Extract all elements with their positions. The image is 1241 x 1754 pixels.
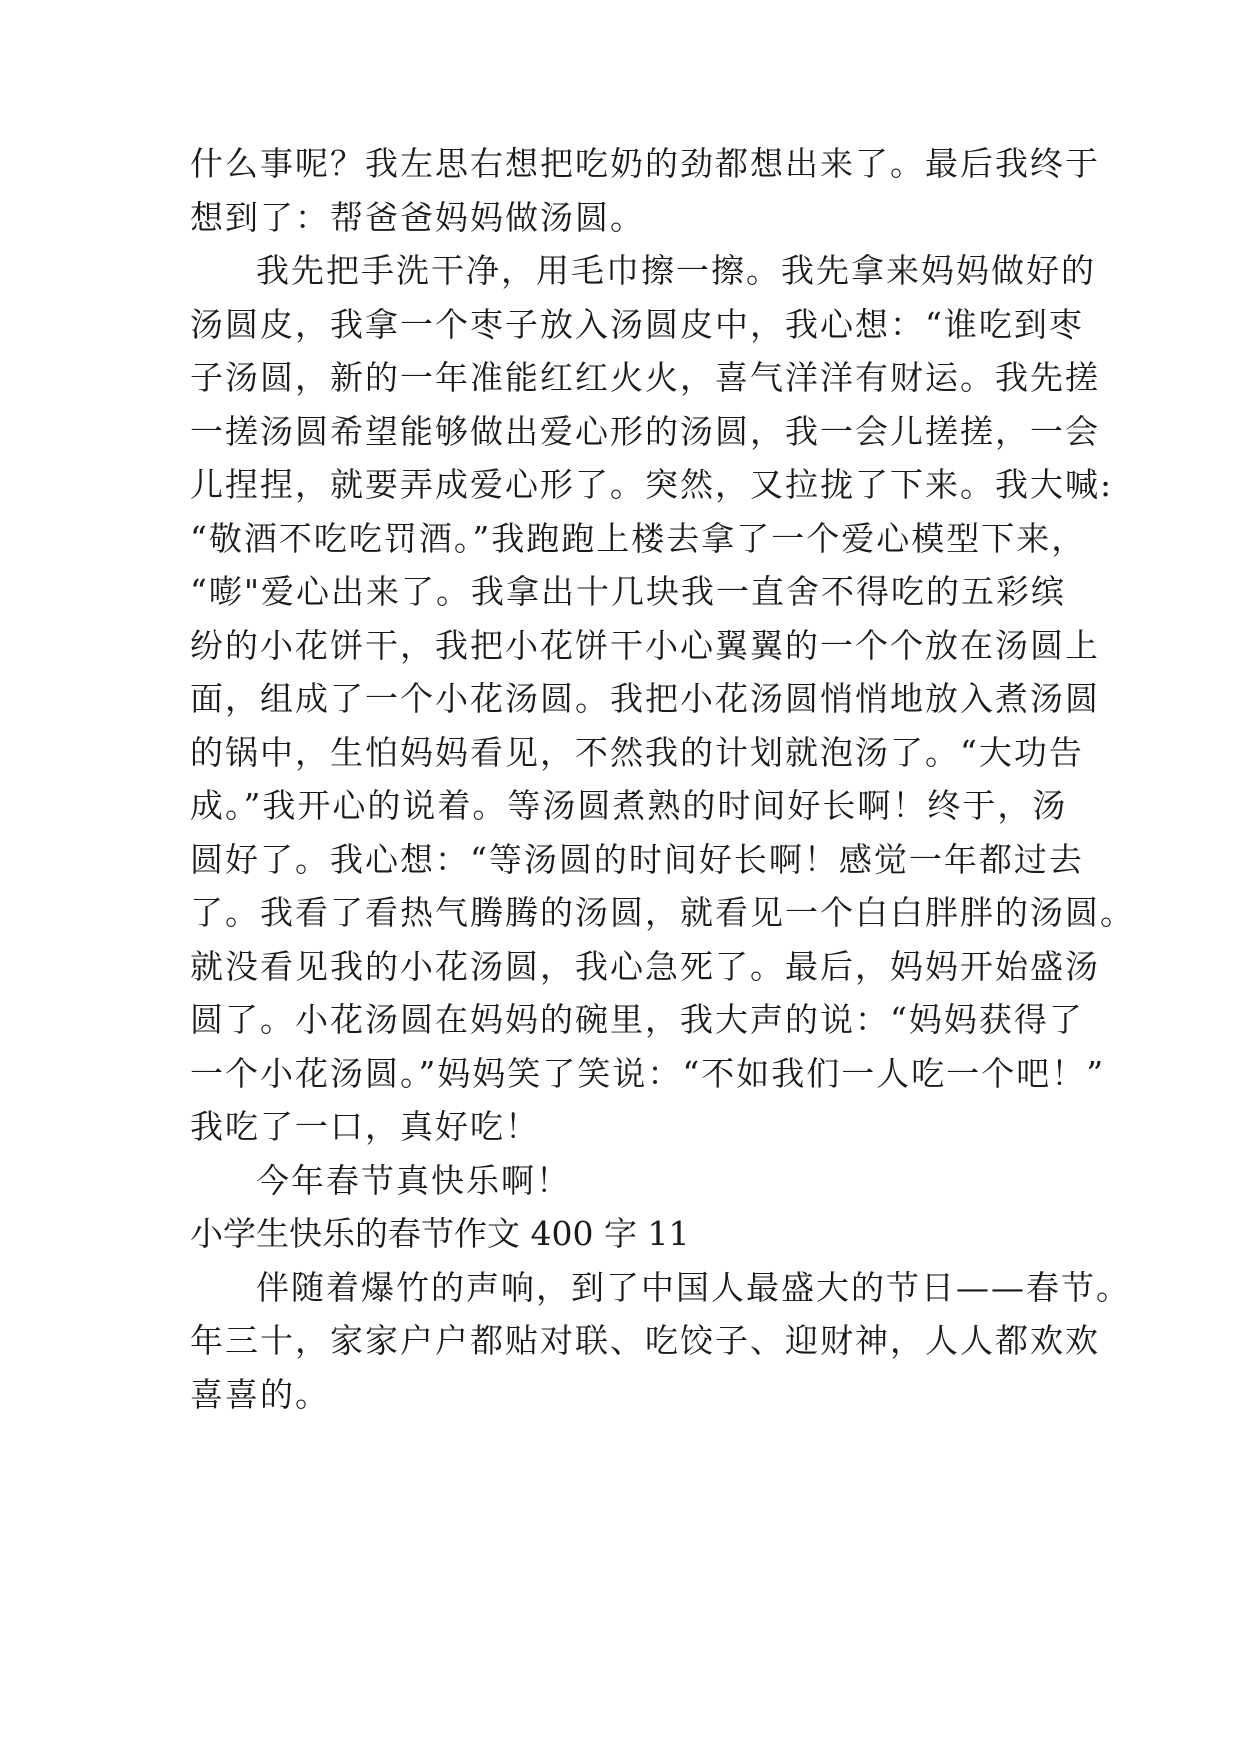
text-line: 想到了：帮爸爸妈妈做汤圆。 — [190, 198, 645, 237]
text-line: 成。”我开心的说着。等汤圆煮熟的时间好长啊！终于，汤 — [190, 786, 1068, 825]
text-line: 我吃了一口，真好吃！ — [190, 1107, 540, 1146]
text-line: 我先把手洗干净，用毛巾擦一擦。我先拿来妈妈做好的 — [256, 251, 1096, 290]
text-line: “嘭"爱心出来了。我拿出十几块我一直舍不得吃的五彩缤 — [190, 572, 1067, 611]
text-line: 就没看见我的小花汤圆，我心急死了。最后，妈妈开始盛汤 — [190, 947, 1100, 986]
text-line: 圆了。小花汤圆在妈妈的碗里，我大声的说：“妈妈获得了 — [190, 1000, 1084, 1039]
text-line: 伴随着爆竹的声响，到了中国人最盛大的节日——春节。 — [256, 1268, 1131, 1307]
text-line: 今年春节真快乐啊！ — [256, 1161, 571, 1200]
text-line: 子汤圆，新的一年准能红红火火，喜气洋洋有财运。我先搓 — [190, 358, 1100, 397]
text-line: 年三十，家家户户都贴对联、吃饺子、迎财神，人人都欢欢 — [190, 1321, 1100, 1360]
text-line: 一搓汤圆希望能够做出爱心形的汤圆，我一会儿搓搓，一会 — [190, 412, 1100, 451]
text-line: 儿捏捏，就要弄成爱心形了。突然，又拉拢了下来。我大喊: — [190, 465, 1114, 504]
text-line: “敬酒不吃吃罚酒。”我跑跑上楼去拿了一个爱心模型下来， — [190, 519, 1087, 558]
text-line: 了。我看了看热气腾腾的汤圆，就看见一个白白胖胖的汤圆。 — [190, 893, 1135, 932]
text-line: 什么事呢？我左思右想把吃奶的劲都想出来了。最后我终于 — [190, 144, 1100, 183]
text-line: 汤圆皮，我拿一个枣子放入汤圆皮中，我心想：“谁吃到枣 — [190, 305, 1084, 344]
section-heading: 小学生快乐的春节作文 400 字 11 — [190, 1214, 690, 1253]
text-line: 的锅中，生怕妈妈看见，不然我的计划就泡汤了。“大功告 — [190, 733, 1084, 772]
text-line: 面，组成了一个小花汤圆。我把小花汤圆悄悄地放入煮汤圆 — [190, 679, 1100, 718]
text-line: 圆好了。我心想：“等汤圆的时间好长啊！感觉一年都过去 — [190, 840, 1084, 879]
text-line: 喜喜的。 — [190, 1375, 330, 1414]
text-line: 纷的小花饼干，我把小花饼干小心翼翼的一个个放在汤圆上 — [190, 626, 1100, 665]
text-line: 一个小花汤圆。”妈妈笑了笑说：“不如我们一人吃一个吧！” — [190, 1054, 1106, 1093]
